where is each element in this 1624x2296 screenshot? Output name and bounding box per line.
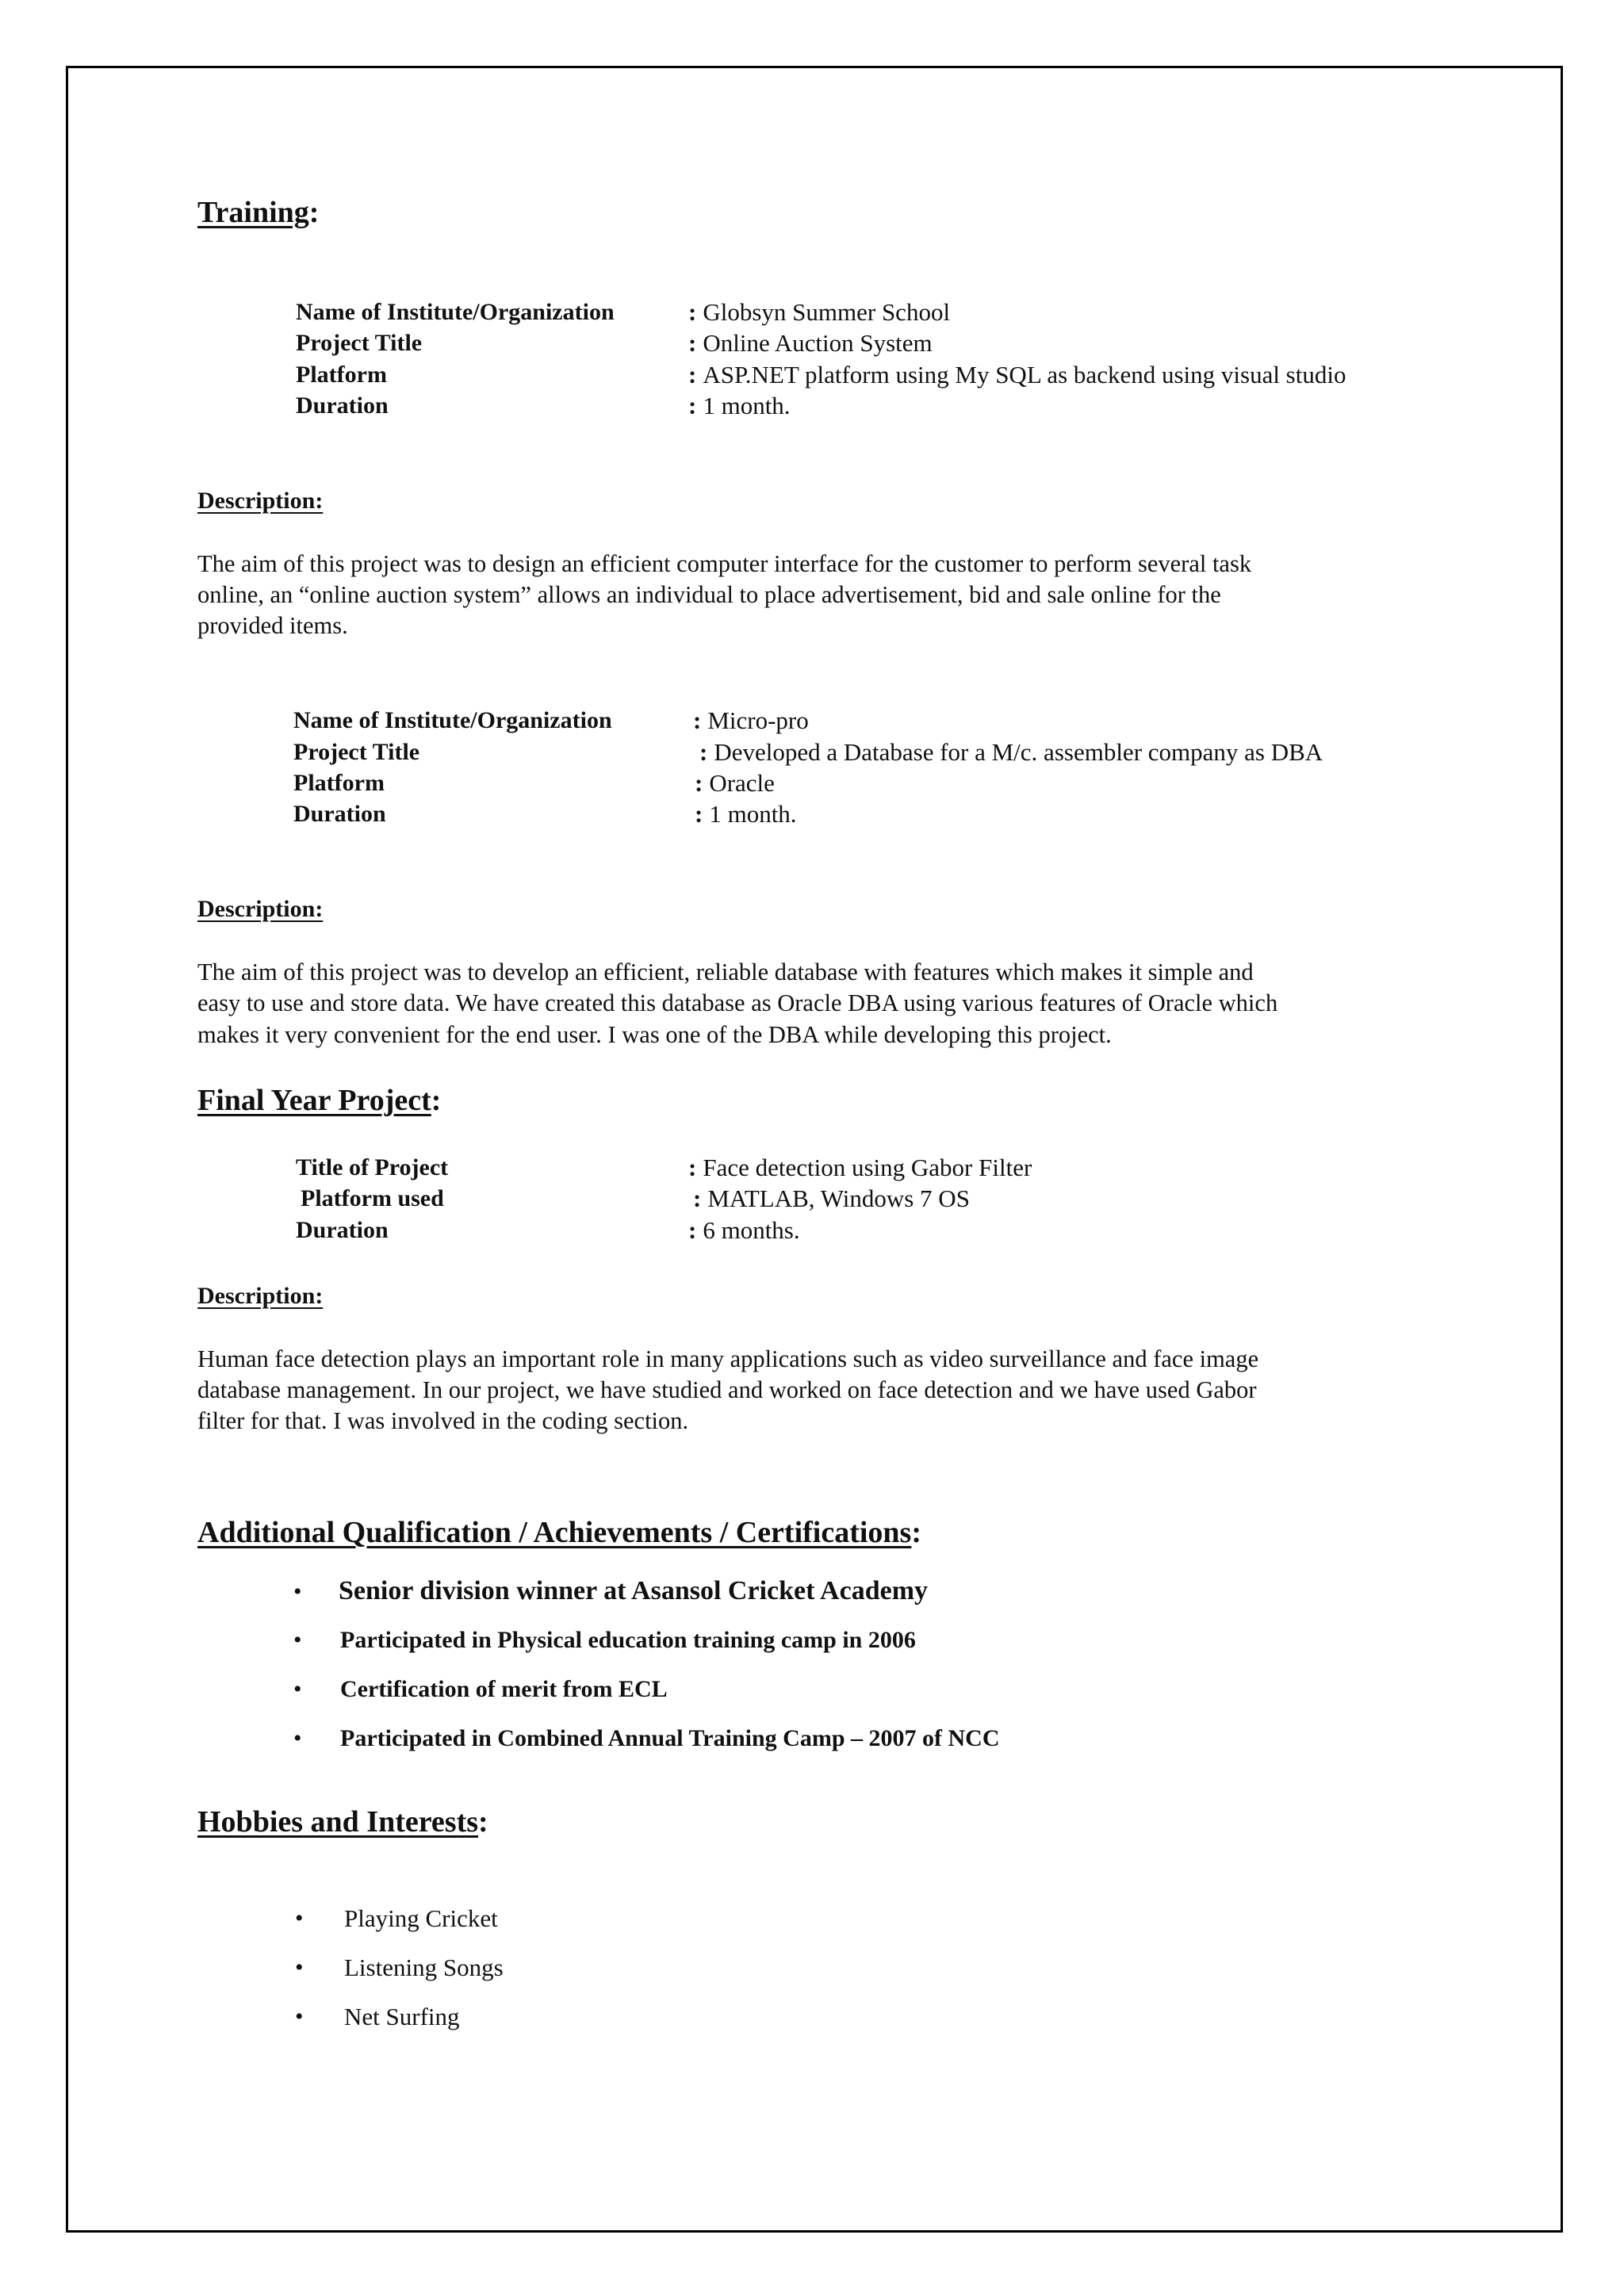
field-label: Project Title xyxy=(293,739,420,765)
field-label: Name of Institute/Organization xyxy=(293,707,612,733)
description-line: provided items. xyxy=(197,612,348,639)
bullet: • xyxy=(293,1725,302,1751)
description-line: The aim of this project was to develop an efficient, reliable database with features which makes it simple and xyxy=(197,959,1254,985)
bullet: • xyxy=(295,1954,304,1980)
description-line: easy to use and store data. We have created this database as Oracle DBA using various features of Oracle which xyxy=(197,989,1278,1016)
list-item: Participated in Combined Annual Training Camp – 2007 of NCC xyxy=(340,1725,1000,1751)
field-label: Platform xyxy=(293,770,385,796)
description-line: online, an “online auction system” allows an individual to place advertisement, bid and sale online for the xyxy=(197,581,1221,608)
list-item: Participated in Physical education training camp in 2006 xyxy=(340,1627,916,1653)
field-value: : 1 month. xyxy=(688,392,791,419)
field-label: Duration xyxy=(296,392,389,419)
training-heading: Training: xyxy=(197,196,320,229)
list-item: Net Surfing xyxy=(344,2003,460,2030)
description-line: filter for that. I was involved in the coding section. xyxy=(197,1407,689,1434)
list-item: Playing Cricket xyxy=(344,1904,498,1932)
field-label: Name of Institute/Organization xyxy=(296,299,615,325)
description-heading: Description: xyxy=(197,896,324,922)
list-item: Listening Songs xyxy=(344,1954,504,1981)
field-value: : Micro-pro xyxy=(693,706,809,734)
bullet: • xyxy=(295,1905,304,1931)
field-label: Duration xyxy=(296,1217,389,1243)
description-heading: Description: xyxy=(197,1283,324,1309)
field-label: Platform used xyxy=(301,1185,444,1211)
field-label: Duration xyxy=(293,801,386,827)
list-item: Senior division winner at Asansol Cricket Academy xyxy=(339,1576,929,1605)
bullet: • xyxy=(293,1627,302,1653)
description-line: The aim of this project was to design an efficient computer interface for the customer to perform several task xyxy=(197,550,1252,577)
field-label: Title of Project xyxy=(296,1154,449,1181)
field-value: : Globsyn Summer School xyxy=(688,298,951,326)
bullet: • xyxy=(293,1676,302,1702)
hobbies-heading: Hobbies and Interests: xyxy=(197,1805,488,1839)
bullet: • xyxy=(295,2003,304,2030)
bullet: • xyxy=(293,1578,302,1605)
description-heading: Description: xyxy=(197,488,324,514)
field-label: Project Title xyxy=(296,330,423,356)
field-value: : Face detection using Gabor Filter xyxy=(688,1154,1032,1181)
field-value: : Oracle xyxy=(695,769,775,797)
field-value: : Online Auction System xyxy=(688,329,933,357)
field-value: : 1 month. xyxy=(695,800,797,828)
field-value: : MATLAB, Windows 7 OS xyxy=(693,1184,970,1212)
list-item: Certification of merit from ECL xyxy=(340,1676,668,1702)
field-value: : Developed a Database for a M/c. assembler company as DBA xyxy=(699,738,1323,766)
field-label: Platform xyxy=(296,362,387,388)
description-line: Human face detection plays an important role in many applications such as video surveillance and face image xyxy=(197,1345,1259,1372)
page-border xyxy=(66,66,1563,2233)
final-year-project-heading: Final Year Project: xyxy=(197,1084,442,1117)
description-line: makes it very convenient for the end user. I was one of the DBA while developing this project. xyxy=(197,1021,1112,1048)
field-value: : ASP.NET platform using My SQL as backend using visual studio xyxy=(688,361,1346,388)
additional-qualification-heading: Additional Qualification / Achievements / Certifications: xyxy=(197,1516,922,1549)
field-value: : 6 months. xyxy=(688,1216,800,1244)
description-line: database management. In our project, we have studied and worked on face detection and we have used Gabor xyxy=(197,1376,1257,1403)
